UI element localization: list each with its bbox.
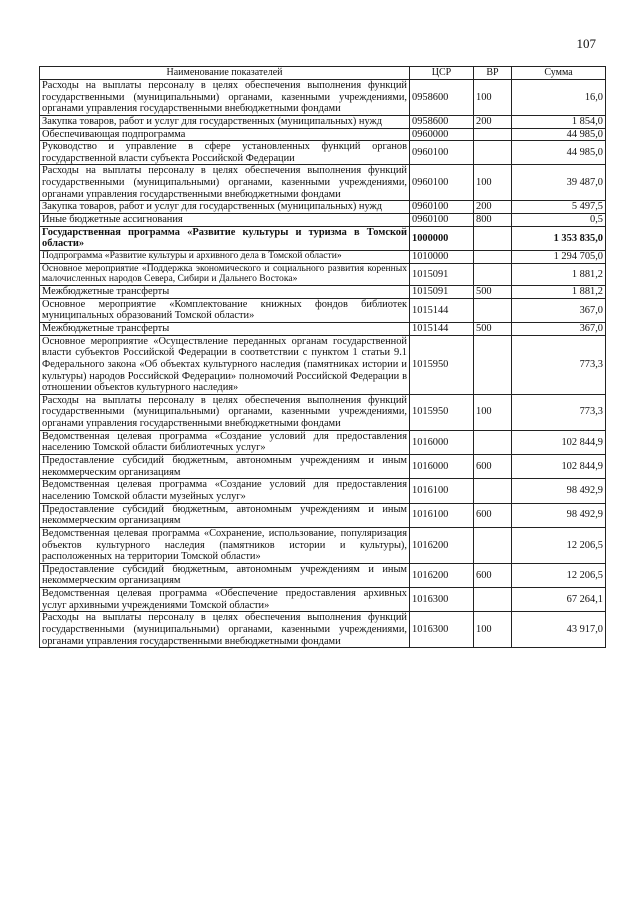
table-row bbox=[40, 263, 606, 285]
header-csr: ЦСР bbox=[410, 67, 474, 80]
row-csr: 0960100 bbox=[410, 214, 474, 227]
row-name: Иные бюджетные ассигнования bbox=[40, 214, 410, 227]
row-csr: 1015950 bbox=[410, 394, 474, 430]
table-row bbox=[40, 80, 606, 116]
table-header-row bbox=[40, 67, 606, 80]
row-csr: 1015144 bbox=[410, 323, 474, 336]
row-csr: 1016000 bbox=[410, 455, 474, 479]
row-sum: 43 917,0 bbox=[512, 612, 606, 648]
row-vr: 100 bbox=[474, 394, 512, 430]
row-name: Межбюджетные трансферты bbox=[40, 323, 410, 336]
row-csr: 0960100 bbox=[410, 201, 474, 214]
row-vr bbox=[474, 298, 512, 322]
row-sum: 44 985,0 bbox=[512, 128, 606, 141]
row-csr: 0960100 bbox=[410, 165, 474, 201]
row-csr: 1016000 bbox=[410, 430, 474, 454]
row-name: Ведомственная целевая программа «Создание условий для предоставления населению Томской области библиотечных услуг» bbox=[40, 430, 410, 454]
row-csr: 0958600 bbox=[410, 80, 474, 116]
row-vr: 800 bbox=[474, 214, 512, 227]
row-name: Закупка товаров, работ и услуг для государственных (муниципальных) нужд bbox=[40, 115, 410, 128]
row-sum: 12 206,5 bbox=[512, 527, 606, 563]
row-csr: 1016100 bbox=[410, 479, 474, 503]
row-name: Межбюджетные трансферты bbox=[40, 286, 410, 299]
row-sum: 1 353 835,0 bbox=[512, 226, 606, 250]
row-sum: 367,0 bbox=[512, 298, 606, 322]
row-name: Основное мероприятие «Комплектование книжных фондов библиотек муниципальных образований Томской области» bbox=[40, 298, 410, 322]
row-vr bbox=[474, 128, 512, 141]
table-row bbox=[40, 479, 606, 503]
budget-table bbox=[39, 66, 606, 648]
table-row bbox=[40, 394, 606, 430]
row-name: Государственная программа «Развитие культуры и туризма в Томской области» bbox=[40, 226, 410, 250]
table-row bbox=[40, 214, 606, 227]
row-name: Закупка товаров, работ и услуг для государственных (муниципальных) нужд bbox=[40, 201, 410, 214]
row-name: Ведомственная целевая программа «Сохранение, использование, популяризация объектов культурного наследия (памятников истории и культуры), расположенных на территории Томской области» bbox=[40, 527, 410, 563]
row-csr: 1015144 bbox=[410, 298, 474, 322]
table-body bbox=[40, 80, 606, 648]
table-row bbox=[40, 527, 606, 563]
row-sum: 98 492,9 bbox=[512, 503, 606, 527]
row-csr: 0960000 bbox=[410, 128, 474, 141]
row-vr bbox=[474, 479, 512, 503]
row-csr: 1000000 bbox=[410, 226, 474, 250]
row-csr: 1015091 bbox=[410, 263, 474, 285]
row-vr: 200 bbox=[474, 201, 512, 214]
row-name: Ведомственная целевая программа «Создание условий для предоставления населению Томской области музейных услуг» bbox=[40, 479, 410, 503]
row-vr bbox=[474, 263, 512, 285]
row-vr bbox=[474, 141, 512, 165]
row-sum: 12 206,5 bbox=[512, 563, 606, 587]
row-sum: 1 881,2 bbox=[512, 263, 606, 285]
row-name: Ведомственная целевая программа «Обеспечение предоставления архивных услуг архивными учреждениями Томской области» bbox=[40, 588, 410, 612]
row-csr: 1016100 bbox=[410, 503, 474, 527]
row-vr: 600 bbox=[474, 563, 512, 587]
table-row bbox=[40, 430, 606, 454]
row-name: Расходы на выплаты персоналу в целях обеспечения выполнения функций государственными (муниципальными) органами, казенными учреждениями, органами управления государственными внебюджетными фондами bbox=[40, 612, 410, 648]
row-vr: 100 bbox=[474, 612, 512, 648]
table-row bbox=[40, 128, 606, 141]
row-name: Предоставление субсидий бюджетным, автономным учреждениям и иным некоммерческим организациям bbox=[40, 455, 410, 479]
row-name: Расходы на выплаты персоналу в целях обеспечения выполнения функций государственными (муниципальными) органами, казенными учреждениями, органами управления государственными внебюджетными фондами bbox=[40, 80, 410, 116]
row-csr: 1016300 bbox=[410, 612, 474, 648]
row-csr: 0960100 bbox=[410, 141, 474, 165]
row-name: Предоставление субсидий бюджетным, автономным учреждениям и иным некоммерческим организациям bbox=[40, 503, 410, 527]
table-row bbox=[40, 455, 606, 479]
row-sum: 44 985,0 bbox=[512, 141, 606, 165]
row-sum: 98 492,9 bbox=[512, 479, 606, 503]
table-row bbox=[40, 115, 606, 128]
row-csr: 1015950 bbox=[410, 335, 474, 394]
row-sum: 16,0 bbox=[512, 80, 606, 116]
row-name: Расходы на выплаты персоналу в целях обеспечения выполнения функций государственными (муниципальными) органами, казенными учреждениями, органами управления государственными внебюджетными фондами bbox=[40, 394, 410, 430]
row-vr: 600 bbox=[474, 455, 512, 479]
row-sum: 102 844,9 bbox=[512, 455, 606, 479]
table-row bbox=[40, 141, 606, 165]
row-sum: 773,3 bbox=[512, 335, 606, 394]
table-row bbox=[40, 250, 606, 263]
table-row bbox=[40, 165, 606, 201]
table-row bbox=[40, 323, 606, 336]
row-sum: 0,5 bbox=[512, 214, 606, 227]
table-row bbox=[40, 563, 606, 587]
row-sum: 5 497,5 bbox=[512, 201, 606, 214]
row-vr bbox=[474, 588, 512, 612]
row-csr: 0958600 bbox=[410, 115, 474, 128]
row-csr: 1016200 bbox=[410, 527, 474, 563]
row-sum: 1 881,2 bbox=[512, 286, 606, 299]
row-vr bbox=[474, 250, 512, 263]
row-vr: 200 bbox=[474, 115, 512, 128]
row-sum: 773,3 bbox=[512, 394, 606, 430]
row-vr: 600 bbox=[474, 503, 512, 527]
row-csr: 1010000 bbox=[410, 250, 474, 263]
table-row bbox=[40, 335, 606, 394]
row-vr bbox=[474, 335, 512, 394]
header-name: Наименование показателей bbox=[40, 67, 410, 80]
row-sum: 67 264,1 bbox=[512, 588, 606, 612]
row-sum: 1 294 705,0 bbox=[512, 250, 606, 263]
row-vr: 500 bbox=[474, 323, 512, 336]
row-vr: 500 bbox=[474, 286, 512, 299]
header-vr: ВР bbox=[474, 67, 512, 80]
page-number: 107 bbox=[576, 36, 596, 51]
row-csr: 1016300 bbox=[410, 588, 474, 612]
row-sum: 39 487,0 bbox=[512, 165, 606, 201]
table-row bbox=[40, 286, 606, 299]
row-name: Расходы на выплаты персоналу в целях обеспечения выполнения функций государственными (муниципальными) органами, казенными учреждениями, органами управления государственными внебюджетными фондами bbox=[40, 165, 410, 201]
row-vr bbox=[474, 527, 512, 563]
row-name: Предоставление субсидий бюджетным, автономным учреждениям и иным некоммерческим организациям bbox=[40, 563, 410, 587]
table-row bbox=[40, 201, 606, 214]
table-row bbox=[40, 588, 606, 612]
row-csr: 1015091 bbox=[410, 286, 474, 299]
row-vr: 100 bbox=[474, 165, 512, 201]
table-row bbox=[40, 226, 606, 250]
header-sum: Сумма bbox=[512, 67, 606, 80]
row-vr: 100 bbox=[474, 80, 512, 116]
table-row bbox=[40, 298, 606, 322]
row-sum: 102 844,9 bbox=[512, 430, 606, 454]
row-sum: 367,0 bbox=[512, 323, 606, 336]
row-name: Основное мероприятие «Осуществление переданных органам государственной власти субъектов Российской Федерации в соответствии с пунктом 1 статьи 9.1 Федерального закона «Об объектах культурного наследия (памятниках истории и культуры) народов Российской Федерации» полномочий Российской Федерации в отношении объектов культурного наследия» bbox=[40, 335, 410, 394]
row-csr: 1016200 bbox=[410, 563, 474, 587]
row-name: Подпрограмма «Развитие культуры и архивного дела в Томской области» bbox=[40, 250, 410, 263]
row-name: Руководство и управление в сфере установленных функций органов государственной власти субъекта Российской Федерации bbox=[40, 141, 410, 165]
table-row bbox=[40, 503, 606, 527]
row-vr bbox=[474, 430, 512, 454]
row-sum: 1 854,0 bbox=[512, 115, 606, 128]
row-name: Обеспечивающая подпрограмма bbox=[40, 128, 410, 141]
table-row bbox=[40, 612, 606, 648]
row-vr bbox=[474, 226, 512, 250]
row-name: Основное мероприятие «Поддержка экономического и социального развития коренных малочисленных народов Севера, Сибири и Дальнего Востока» bbox=[40, 263, 410, 285]
